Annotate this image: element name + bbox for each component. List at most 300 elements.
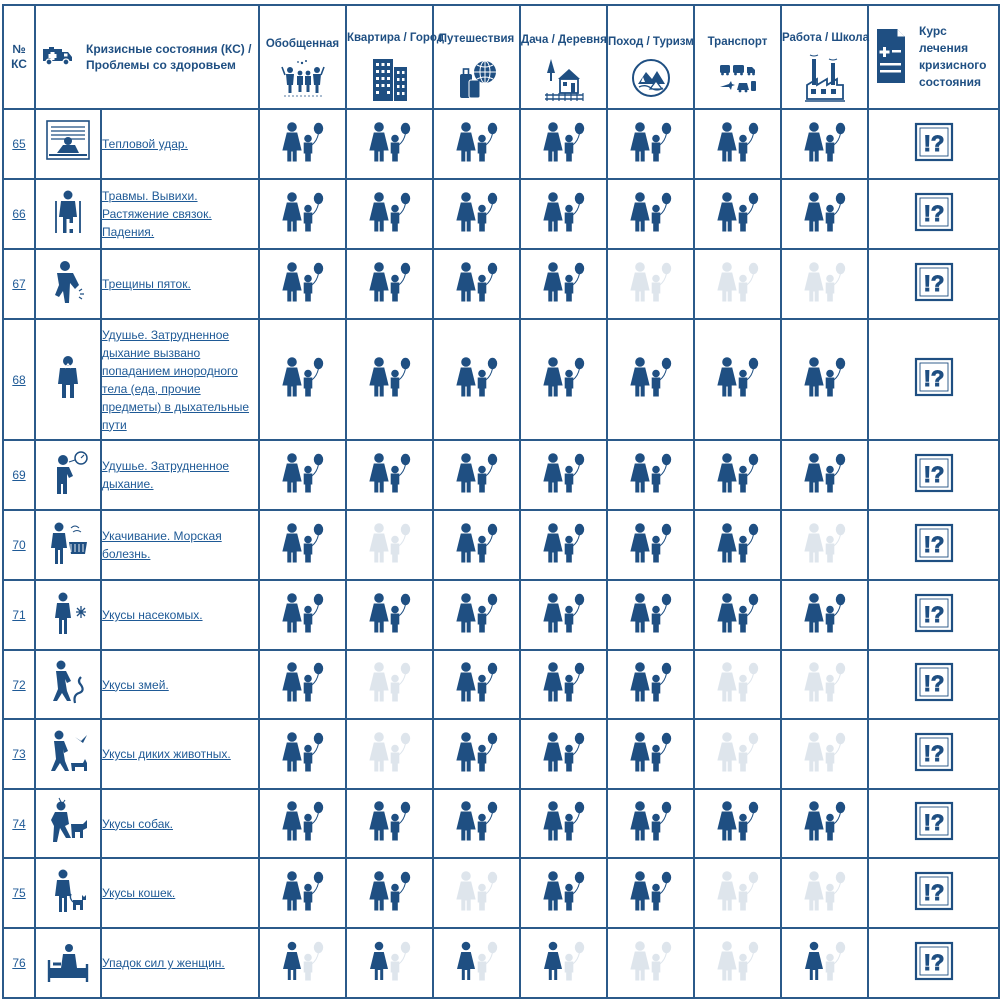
availability-cell-general: [259, 858, 346, 928]
mother-child-icon-inactive: [803, 730, 847, 779]
availability-cell-flat: [346, 719, 433, 789]
header-cat-label: Путешествия: [438, 33, 515, 45]
row-picture-cell: [35, 109, 101, 179]
availability-cell-travel: [433, 928, 520, 998]
course-button-icon[interactable]: [914, 732, 954, 777]
mother-child-icon[interactable]: [542, 660, 586, 709]
insect-icon: [45, 623, 91, 640]
crisis-name-link[interactable]: Удушье. Затрудненное дыхание.: [102, 459, 230, 491]
crisis-name-link[interactable]: Удушье. Затрудненное дыхание вызвано попаданием инородного тела (еда, прочие предметы) в дыхательные пути: [102, 327, 249, 432]
row-number-link[interactable]: 65: [12, 137, 26, 151]
mother-child-icon[interactable]: [629, 521, 673, 570]
course-cell: [868, 109, 999, 179]
snake-icon: [45, 692, 91, 709]
mother-child-icon[interactable]: [542, 591, 586, 640]
row-name-cell: [101, 319, 259, 440]
availability-cell-general: [259, 650, 346, 719]
availability-cell-hike: [607, 719, 694, 789]
table-row: [3, 928, 999, 998]
crisis-name-link[interactable]: Тепловой удар.: [102, 137, 188, 151]
row-number-link[interactable]: 70: [12, 538, 26, 552]
course-button-icon[interactable]: [914, 453, 954, 498]
course-button-icon[interactable]: [914, 523, 954, 568]
mother-child-icon[interactable]: [368, 260, 412, 309]
mother-child-icon[interactable]: [542, 190, 586, 239]
mother-child-icon[interactable]: [281, 869, 325, 918]
availability-cell-transport: [694, 319, 781, 440]
mother-child-icon[interactable]: [629, 120, 673, 169]
availability-cell-general: [259, 179, 346, 249]
course-button-icon[interactable]: [914, 192, 954, 237]
row-number-link[interactable]: 73: [12, 747, 26, 761]
mother-child-icon[interactable]: [542, 120, 586, 169]
header-cat-label: Дача / Деревня: [521, 34, 607, 46]
header-cat-transport: [694, 5, 781, 109]
row-name-cell: [101, 249, 259, 319]
header-course: [868, 5, 999, 109]
mother-child-icon[interactable]: [281, 260, 325, 309]
availability-cell-travel: [433, 580, 520, 650]
availability-cell-transport: [694, 580, 781, 650]
course-cell: [868, 319, 999, 440]
header-cat-label: Поход / Туризм: [608, 36, 694, 48]
mother-child-icon-partial[interactable]: [803, 939, 847, 988]
mother-child-icon[interactable]: [281, 660, 325, 709]
crisis-name-link[interactable]: Укачивание. Морская болезнь.: [102, 529, 222, 561]
course-cell: [868, 650, 999, 719]
table-row: [3, 858, 999, 928]
availability-cell-dacha: [520, 510, 607, 580]
availability-cell-hike: [607, 580, 694, 650]
mother-child-icon[interactable]: [368, 355, 412, 404]
row-number-link[interactable]: 67: [12, 277, 26, 291]
crisis-name-link[interactable]: Укусы диких животных.: [102, 747, 231, 761]
cat-icon: [45, 901, 91, 918]
availability-cell-work: [781, 789, 868, 858]
mother-child-icon[interactable]: [455, 591, 499, 640]
availability-cell-transport: [694, 510, 781, 580]
row-number-cell: [3, 719, 35, 789]
course-cell: [868, 580, 999, 650]
header-cat-hike: [607, 5, 694, 109]
mother-child-icon[interactable]: [542, 799, 586, 848]
mother-child-icon[interactable]: [455, 730, 499, 779]
course-cell: [868, 719, 999, 789]
table-row: [3, 719, 999, 789]
row-number-cell: [3, 789, 35, 858]
availability-cell-flat: [346, 580, 433, 650]
mother-child-icon[interactable]: [716, 120, 760, 169]
availability-cell-flat: [346, 510, 433, 580]
row-picture-cell: [35, 179, 101, 249]
mother-child-icon-inactive: [368, 730, 412, 779]
mother-child-icon-inactive: [629, 939, 673, 988]
mother-child-icon[interactable]: [281, 190, 325, 239]
mother-child-icon[interactable]: [368, 120, 412, 169]
dog-icon: [45, 831, 91, 848]
buildings-icon: [347, 53, 432, 103]
mother-child-icon[interactable]: [455, 120, 499, 169]
row-number-link[interactable]: 76: [12, 956, 26, 970]
mother-child-icon[interactable]: [803, 591, 847, 640]
row-name-cell: [101, 179, 259, 249]
availability-cell-transport: [694, 650, 781, 719]
header-course-label: Курс лечения кризисного состояния: [919, 24, 987, 89]
table-row: [3, 440, 999, 510]
mother-child-icon-partial[interactable]: [281, 939, 325, 988]
availability-cell-dacha: [520, 249, 607, 319]
availability-cell-travel: [433, 319, 520, 440]
mother-child-icon[interactable]: [716, 799, 760, 848]
availability-cell-general: [259, 440, 346, 510]
availability-cell-travel: [433, 249, 520, 319]
mother-child-icon-inactive: [716, 660, 760, 709]
availability-cell-work: [781, 510, 868, 580]
availability-cell-general: [259, 510, 346, 580]
crisis-name-link[interactable]: Укусы кошек.: [102, 886, 176, 900]
mother-child-icon[interactable]: [455, 260, 499, 309]
ambulance-icon: [36, 44, 74, 71]
availability-cell-hike: [607, 928, 694, 998]
availability-cell-work: [781, 719, 868, 789]
table-row: [3, 650, 999, 719]
course-cell: [868, 789, 999, 858]
availability-cell-travel: [433, 109, 520, 179]
availability-cell-dacha: [520, 928, 607, 998]
mother-child-icon[interactable]: [281, 355, 325, 404]
availability-cell-transport: [694, 789, 781, 858]
availability-cell-work: [781, 249, 868, 319]
row-picture-cell: [35, 650, 101, 719]
mother-child-icon-inactive: [716, 260, 760, 309]
availability-cell-work: [781, 109, 868, 179]
availability-cell-dacha: [520, 580, 607, 650]
mother-child-icon[interactable]: [542, 869, 586, 918]
header-num: [3, 5, 35, 109]
header-cat-label: Квартира / Город: [347, 32, 445, 44]
availability-cell-travel: [433, 719, 520, 789]
row-number-link[interactable]: 66: [12, 207, 26, 221]
row-number-link[interactable]: 72: [12, 677, 26, 692]
mother-child-icon-partial[interactable]: [542, 939, 586, 988]
row-name-cell: [101, 858, 259, 928]
mother-child-icon[interactable]: [368, 869, 412, 918]
breathing-icon: [45, 483, 91, 500]
course-cell: [868, 179, 999, 249]
row-number-cell: [3, 650, 35, 719]
course-button-icon[interactable]: [914, 801, 954, 846]
table-row: [3, 179, 999, 249]
availability-cell-work: [781, 319, 868, 440]
mother-child-icon[interactable]: [803, 355, 847, 404]
mother-child-icon[interactable]: [542, 355, 586, 404]
mother-child-icon[interactable]: [542, 260, 586, 309]
row-number-link[interactable]: 75: [12, 886, 26, 900]
availability-cell-transport: [694, 858, 781, 928]
mother-child-icon[interactable]: [716, 451, 760, 500]
crisis-name-link[interactable]: Укусы змей.: [102, 677, 169, 692]
availability-cell-flat: [346, 319, 433, 440]
availability-cell-general: [259, 319, 346, 440]
row-picture-cell: [35, 580, 101, 650]
mother-child-icon[interactable]: [281, 521, 325, 570]
availability-cell-hike: [607, 319, 694, 440]
course-button-icon[interactable]: [914, 262, 954, 307]
course-cell: [868, 928, 999, 998]
availability-cell-work: [781, 858, 868, 928]
availability-cell-dacha: [520, 179, 607, 249]
row-number-link[interactable]: 71: [12, 608, 26, 622]
mother-child-icon-inactive: [716, 939, 760, 988]
row-name-cell: [101, 440, 259, 510]
course-button-icon[interactable]: [914, 941, 954, 986]
header-row: [3, 5, 999, 109]
mother-child-icon[interactable]: [281, 451, 325, 500]
course-cell: [868, 858, 999, 928]
availability-cell-hike: [607, 249, 694, 319]
mother-child-icon[interactable]: [455, 660, 499, 709]
mother-child-icon[interactable]: [281, 730, 325, 779]
availability-cell-travel: [433, 789, 520, 858]
course-cell: [868, 510, 999, 580]
mother-child-icon[interactable]: [281, 799, 325, 848]
mother-child-icon[interactable]: [803, 120, 847, 169]
availability-cell-hike: [607, 440, 694, 510]
mother-child-icon-inactive: [455, 869, 499, 918]
mother-child-icon-inactive: [803, 521, 847, 570]
heel-icon: [45, 292, 91, 309]
crisis-name-link[interactable]: Упадок сил у женщин.: [102, 956, 225, 970]
row-number-link[interactable]: 68: [12, 372, 26, 387]
crisis-name-link[interactable]: Трещины пяток.: [102, 277, 191, 291]
header-cat-work: [781, 5, 868, 109]
mother-child-icon[interactable]: [455, 190, 499, 239]
availability-cell-general: [259, 249, 346, 319]
row-name-cell: [101, 580, 259, 650]
vehicles-icon: [695, 57, 780, 99]
course-button-icon[interactable]: [914, 357, 954, 402]
mother-child-icon-inactive: [803, 260, 847, 309]
availability-cell-hike: [607, 858, 694, 928]
availability-cell-hike: [607, 510, 694, 580]
mother-child-icon-inactive: [368, 660, 412, 709]
row-name-cell: [101, 789, 259, 858]
mother-child-icon[interactable]: [716, 591, 760, 640]
mother-child-icon[interactable]: [629, 799, 673, 848]
availability-cell-work: [781, 179, 868, 249]
row-picture-cell: [35, 440, 101, 510]
availability-cell-dacha: [520, 109, 607, 179]
availability-cell-transport: [694, 440, 781, 510]
header-num-line1: №: [12, 42, 26, 56]
availability-cell-flat: [346, 858, 433, 928]
mother-child-icon[interactable]: [455, 355, 499, 404]
row-picture-cell: [35, 319, 101, 440]
availability-cell-general: [259, 580, 346, 650]
choking-icon: [45, 387, 91, 404]
row-number-cell: [3, 440, 35, 510]
mother-child-icon[interactable]: [803, 190, 847, 239]
availability-cell-transport: [694, 249, 781, 319]
table-row: [3, 249, 999, 319]
crisis-name-link[interactable]: Укусы собак.: [102, 816, 173, 831]
mother-child-icon[interactable]: [368, 591, 412, 640]
header-cat-travel: [433, 5, 520, 109]
availability-cell-hike: [607, 179, 694, 249]
availability-cell-work: [781, 580, 868, 650]
mother-child-icon-inactive: [716, 869, 760, 918]
medical-chart-icon: [875, 25, 907, 90]
header-cat-flat: [346, 5, 445, 109]
mother-child-icon[interactable]: [281, 120, 325, 169]
row-number-link[interactable]: 69: [12, 468, 26, 482]
row-name-cell: [101, 928, 259, 998]
mother-child-icon[interactable]: [368, 799, 412, 848]
wild-animal-icon: [45, 762, 91, 779]
header-cat-label: Транспорт: [707, 36, 768, 48]
availability-cell-travel: [433, 179, 520, 249]
row-picture-cell: [35, 249, 101, 319]
mother-child-icon-inactive: [629, 260, 673, 309]
availability-cell-dacha: [520, 789, 607, 858]
availability-cell-work: [781, 650, 868, 719]
mother-child-icon[interactable]: [455, 799, 499, 848]
mother-child-icon-inactive: [803, 869, 847, 918]
row-number-cell: [3, 928, 35, 998]
row-name-cell: [101, 719, 259, 789]
mother-child-icon[interactable]: [629, 355, 673, 404]
mother-child-icon-partial[interactable]: [368, 939, 412, 988]
mother-child-icon[interactable]: [629, 869, 673, 918]
mother-child-icon-inactive: [803, 660, 847, 709]
row-number-cell: [3, 858, 35, 928]
availability-cell-travel: [433, 510, 520, 580]
availability-cell-travel: [433, 858, 520, 928]
motion-sickness-icon: [45, 553, 91, 570]
availability-cell-transport: [694, 928, 781, 998]
availability-cell-dacha: [520, 719, 607, 789]
mother-child-icon[interactable]: [629, 730, 673, 779]
crutches-icon: [45, 222, 91, 239]
availability-cell-transport: [694, 179, 781, 249]
header-cat-label: Обобщенная: [265, 38, 340, 50]
header-ks: [35, 5, 259, 109]
availability-cell-flat: [346, 249, 433, 319]
header-cat-general: [259, 5, 346, 109]
mother-child-icon[interactable]: [542, 451, 586, 500]
row-name-cell: [101, 510, 259, 580]
availability-cell-general: [259, 719, 346, 789]
mother-child-icon[interactable]: [803, 451, 847, 500]
availability-cell-general: [259, 928, 346, 998]
availability-cell-hike: [607, 650, 694, 719]
course-button-icon[interactable]: [914, 122, 954, 167]
mother-child-icon[interactable]: [455, 451, 499, 500]
table-row: [3, 319, 999, 440]
mother-child-icon[interactable]: [542, 730, 586, 779]
availability-cell-flat: [346, 650, 433, 719]
availability-cell-flat: [346, 928, 433, 998]
availability-cell-dacha: [520, 650, 607, 719]
table-row: [3, 580, 999, 650]
availability-cell-flat: [346, 789, 433, 858]
availability-cell-dacha: [520, 440, 607, 510]
mother-child-icon[interactable]: [455, 521, 499, 570]
fatigue-icon: [45, 971, 91, 988]
course-cell: [868, 249, 999, 319]
mother-child-icon[interactable]: [281, 591, 325, 640]
table-row: [3, 109, 999, 179]
mother-child-icon[interactable]: [716, 355, 760, 404]
mother-child-icon[interactable]: [629, 660, 673, 709]
availability-cell-transport: [694, 109, 781, 179]
availability-cell-flat: [346, 109, 433, 179]
row-name-cell: [101, 650, 259, 719]
row-name-cell: [101, 109, 259, 179]
mother-child-icon[interactable]: [542, 521, 586, 570]
row-number-cell: [3, 109, 35, 179]
availability-cell-dacha: [520, 319, 607, 440]
crisis-table: [2, 4, 1000, 999]
mother-child-icon[interactable]: [803, 799, 847, 848]
header-num-line2: КС: [11, 57, 27, 71]
header-cat-dacha: [520, 5, 607, 109]
mother-child-icon-partial[interactable]: [455, 939, 499, 988]
header-cat-label: Работа / Школа: [782, 32, 869, 44]
course-button-icon[interactable]: [914, 662, 954, 707]
mother-child-icon[interactable]: [629, 451, 673, 500]
luggage-globe-icon: [434, 54, 519, 102]
mother-child-icon[interactable]: [629, 190, 673, 239]
row-picture-cell: [35, 789, 101, 858]
availability-cell-general: [259, 789, 346, 858]
course-button-icon[interactable]: [914, 871, 954, 916]
family-icon: [260, 59, 345, 97]
heatstroke-icon: [45, 152, 91, 169]
availability-cell-work: [781, 440, 868, 510]
mother-child-icon[interactable]: [716, 190, 760, 239]
header-ks-label: Кризисные состояния (КС) / Проблемы со здоровьем: [86, 42, 252, 72]
availability-cell-transport: [694, 719, 781, 789]
course-cell: [868, 440, 999, 510]
mother-child-icon[interactable]: [629, 591, 673, 640]
availability-cell-work: [781, 928, 868, 998]
crisis-name-link[interactable]: Травмы. Вывихи. Растяжение связок. Падения.: [102, 189, 212, 239]
crisis-name-link[interactable]: Укусы насекомых.: [102, 608, 203, 622]
mother-child-icon[interactable]: [716, 521, 760, 570]
availability-cell-dacha: [520, 858, 607, 928]
row-number-link[interactable]: 74: [12, 816, 26, 831]
row-picture-cell: [35, 928, 101, 998]
availability-cell-travel: [433, 650, 520, 719]
availability-cell-travel: [433, 440, 520, 510]
row-picture-cell: [35, 719, 101, 789]
table-row: [3, 510, 999, 580]
availability-cell-flat: [346, 440, 433, 510]
row-number-cell: [3, 179, 35, 249]
course-button-icon[interactable]: [914, 593, 954, 638]
crisis-rows: [3, 109, 999, 998]
country-house-icon: [521, 55, 606, 101]
availability-cell-flat: [346, 179, 433, 249]
mother-child-icon[interactable]: [368, 190, 412, 239]
row-number-cell: [3, 510, 35, 580]
mother-child-icon-inactive: [368, 521, 412, 570]
row-picture-cell: [35, 858, 101, 928]
row-number-cell: [3, 249, 35, 319]
mother-child-icon-inactive: [716, 730, 760, 779]
mother-child-icon[interactable]: [368, 451, 412, 500]
